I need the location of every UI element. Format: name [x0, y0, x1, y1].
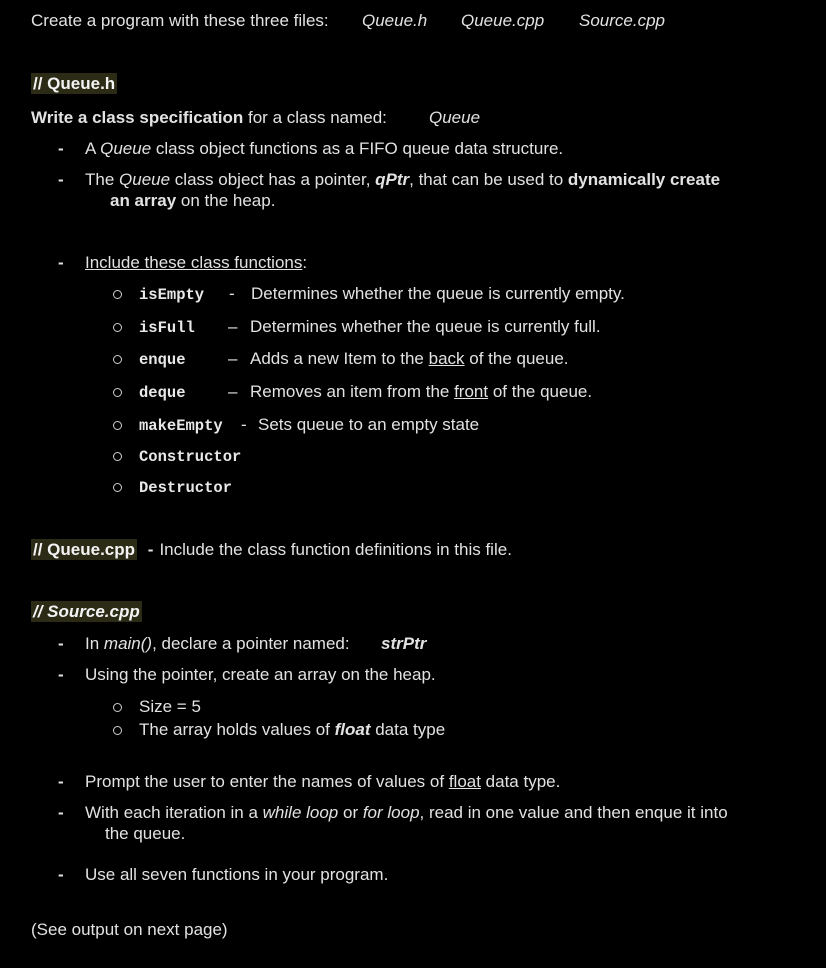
- queue-cpp-line: // Queue.cpp - Include the class function definitions in this file.: [33, 540, 512, 559]
- function-name: makeEmpty: [139, 417, 223, 435]
- sub-size: Size = 5: [139, 697, 201, 716]
- bullet-dash: -: [58, 139, 64, 158]
- function-desc: Adds a new Item to the back of the queue.: [250, 349, 569, 368]
- source-bullet-loop: With each iteration in a while loop or for loop, read in one value and then enque it into: [85, 803, 728, 822]
- function-item: [113, 446, 122, 466]
- circle-bullet-icon: [113, 726, 122, 735]
- str-ptr-name: strPtr: [381, 634, 427, 653]
- bullet-dash: -: [58, 772, 64, 791]
- queue-cpp-heading: // Queue.cpp: [33, 540, 136, 559]
- source-bullet-array: Using the pointer, create an array on the heap.: [85, 665, 436, 684]
- circle-bullet-icon: [113, 355, 122, 364]
- circle-bullet-icon: [113, 703, 122, 712]
- function-item: [113, 284, 122, 304]
- source-bullet-prompt: Prompt the user to enter the names of values of float data type.: [85, 772, 561, 791]
- class-spec-line: Write a class specification for a class named:: [31, 108, 387, 127]
- function-item: [113, 415, 122, 435]
- sub-item: [113, 697, 122, 717]
- function-desc: Determines whether the queue is currently empty.: [251, 284, 625, 303]
- function-sep: –: [228, 349, 238, 368]
- function-name: Destructor: [139, 479, 233, 497]
- function-sep: –: [228, 382, 238, 401]
- intro-line: [31, 11, 329, 31]
- queue-bullet-fifo: A Queue class object functions as a FIFO queue data structure.: [85, 139, 564, 158]
- source-cpp-heading: // Source.cpp: [33, 602, 140, 621]
- footer-note: (See output on next page): [31, 920, 228, 939]
- circle-bullet-icon: [113, 421, 122, 430]
- function-name: Constructor: [139, 448, 242, 466]
- circle-bullet-icon: [113, 388, 122, 397]
- circle-bullet-icon: [113, 483, 122, 492]
- function-desc: Determines whether the queue is currently full.: [250, 317, 601, 336]
- circle-bullet-icon: [113, 323, 122, 332]
- file-queue-h: Queue.h: [362, 11, 428, 30]
- include-functions-label: Include these class functions:: [85, 253, 308, 272]
- function-name: isEmpty: [139, 286, 205, 304]
- function-name: deque: [139, 384, 186, 402]
- function-desc: Removes an item from the front of the queue.: [250, 382, 593, 401]
- circle-bullet-icon: [113, 452, 122, 461]
- intro-text: Create a program with these three files:: [31, 11, 329, 30]
- function-sep: –: [228, 317, 238, 336]
- function-name: enque: [139, 351, 186, 369]
- function-sep: -: [241, 415, 247, 434]
- bullet-dash: -: [58, 865, 64, 884]
- sub-type: The array holds values of float data type: [139, 720, 446, 739]
- source-bullet-seven: Use all seven functions in your program.: [85, 865, 389, 884]
- circle-bullet-icon: [113, 290, 122, 299]
- bullet-dash: -: [58, 170, 64, 189]
- bullet-dash: -: [58, 665, 64, 684]
- function-desc: Sets queue to an empty state: [258, 415, 480, 434]
- function-item: [113, 382, 122, 402]
- file-source-cpp: Source.cpp: [579, 11, 665, 30]
- bullet-dash: -: [58, 634, 64, 653]
- function-item: [113, 477, 122, 497]
- queue-bullet-pointer: The Queue class object has a pointer, qPtr, that can be used to dynamically create: [85, 170, 721, 189]
- function-name: isFull: [139, 319, 195, 337]
- bullet-dash: -: [58, 253, 64, 272]
- function-item: [113, 317, 122, 337]
- file-queue-cpp: Queue.cpp: [461, 11, 545, 30]
- source-bullet-loop-cont: the queue.: [105, 824, 186, 843]
- source-bullet-main: In main(), declare a pointer named:: [85, 634, 350, 653]
- class-name: Queue: [429, 108, 481, 127]
- queue-h-heading: // Queue.h: [33, 74, 116, 93]
- function-item: [113, 349, 122, 369]
- sub-item: [113, 720, 122, 740]
- bullet-dash: -: [58, 803, 64, 822]
- queue-bullet-pointer-cont: an array on the heap.: [110, 191, 276, 210]
- function-sep: -: [229, 284, 235, 303]
